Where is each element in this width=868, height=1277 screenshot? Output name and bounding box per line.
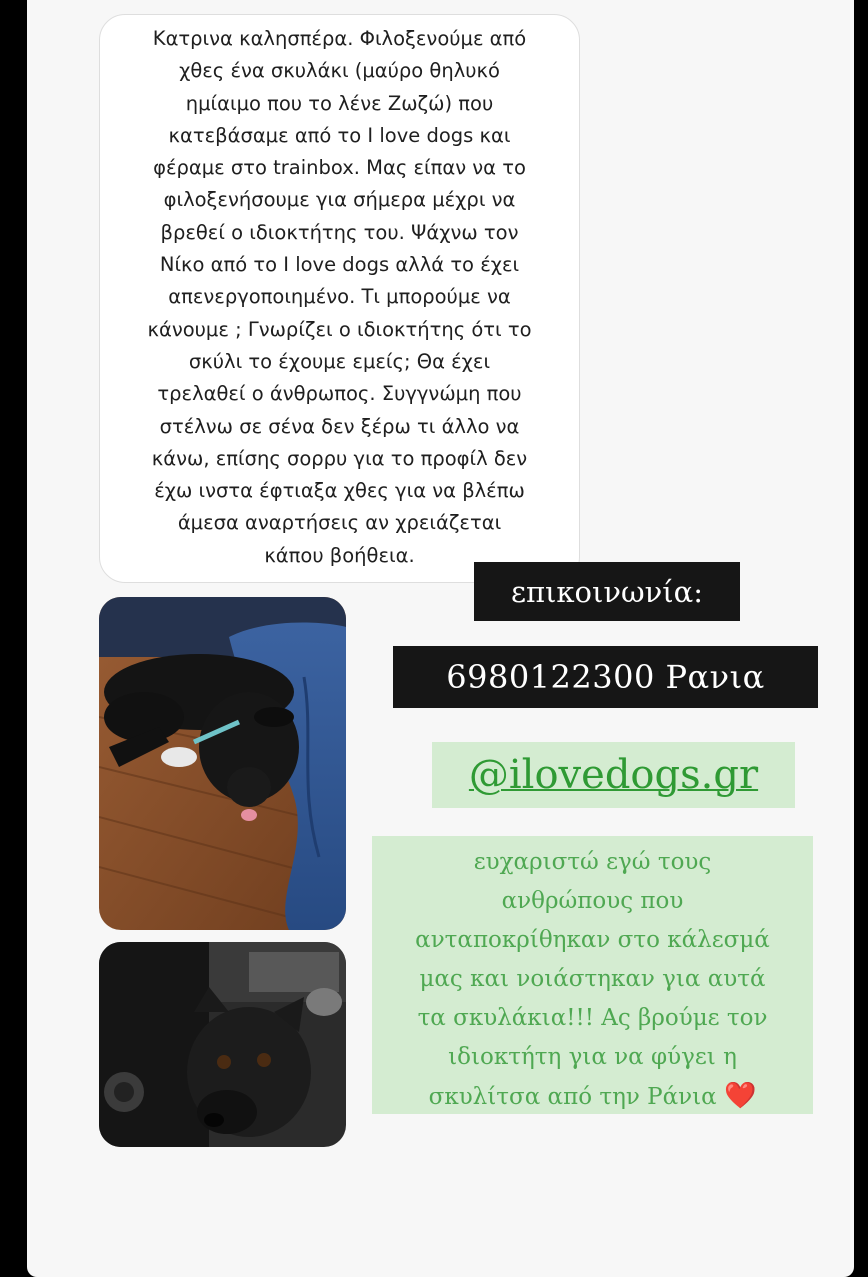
story-canvas (27, 0, 854, 1277)
phone-number-tag[interactable]: 6980122300 Ρανια (393, 646, 818, 708)
thanks-text: ευχαριστώ εγώ τους ανθρώπους που ανταποκρίθηκαν στο κάλεσμά μας και νοιάστηκαν για αυτά τα σκυλάκια!!! Ας βρούμε τον ιδιοκτήτη για να φύγει η σκυλίτσα από την Ράνια (415, 849, 770, 1110)
message-text: Κατρινα καλησπέρα. Φιλοξενούμε από χθες ένα σκυλάκι (μαύρο θηλυκό ημίαιμο που το λένε Ζωζώ) που κατεβάσαμε από το I love dogs και φέραμε στο trainbox. Μας είπαν να το φιλοξενήσουμε για σήμερα μέχρι να βρεθεί ο ιδιοκτήτης του. Ψάχνω τον Νίκο από το I love dogs αλλά το έχει απενεργοποιημένο. Τι μπορούμε να κάνουμε ; Γνωρίζει ο ιδιοκτήτης ότι το σκύλι το έχουμε εμείς; Θα έχει τρελαθεί ο άνθρωπος. Συγγνώμη που στέλνω σε σένα δεν ξέρω τι άλλο να κάνω, επίσης σορρυ για το προφίλ δεν έχω ινστα έφτιαξα χθες για να βλέπω άμεσα αναρτήσεις αν χρειάζεται κάπου βοήθεια. (147, 27, 532, 567)
thanks-note (372, 836, 813, 1114)
contact-label: επικοινωνία: (474, 562, 740, 621)
instagram-handle-link[interactable]: @ilovedogs.gr (432, 742, 795, 808)
dog-photo-car (99, 942, 346, 1147)
message-bubble (99, 14, 580, 583)
dog-photo-lying (99, 597, 346, 930)
heart-icon: ❤️ (724, 1081, 757, 1111)
